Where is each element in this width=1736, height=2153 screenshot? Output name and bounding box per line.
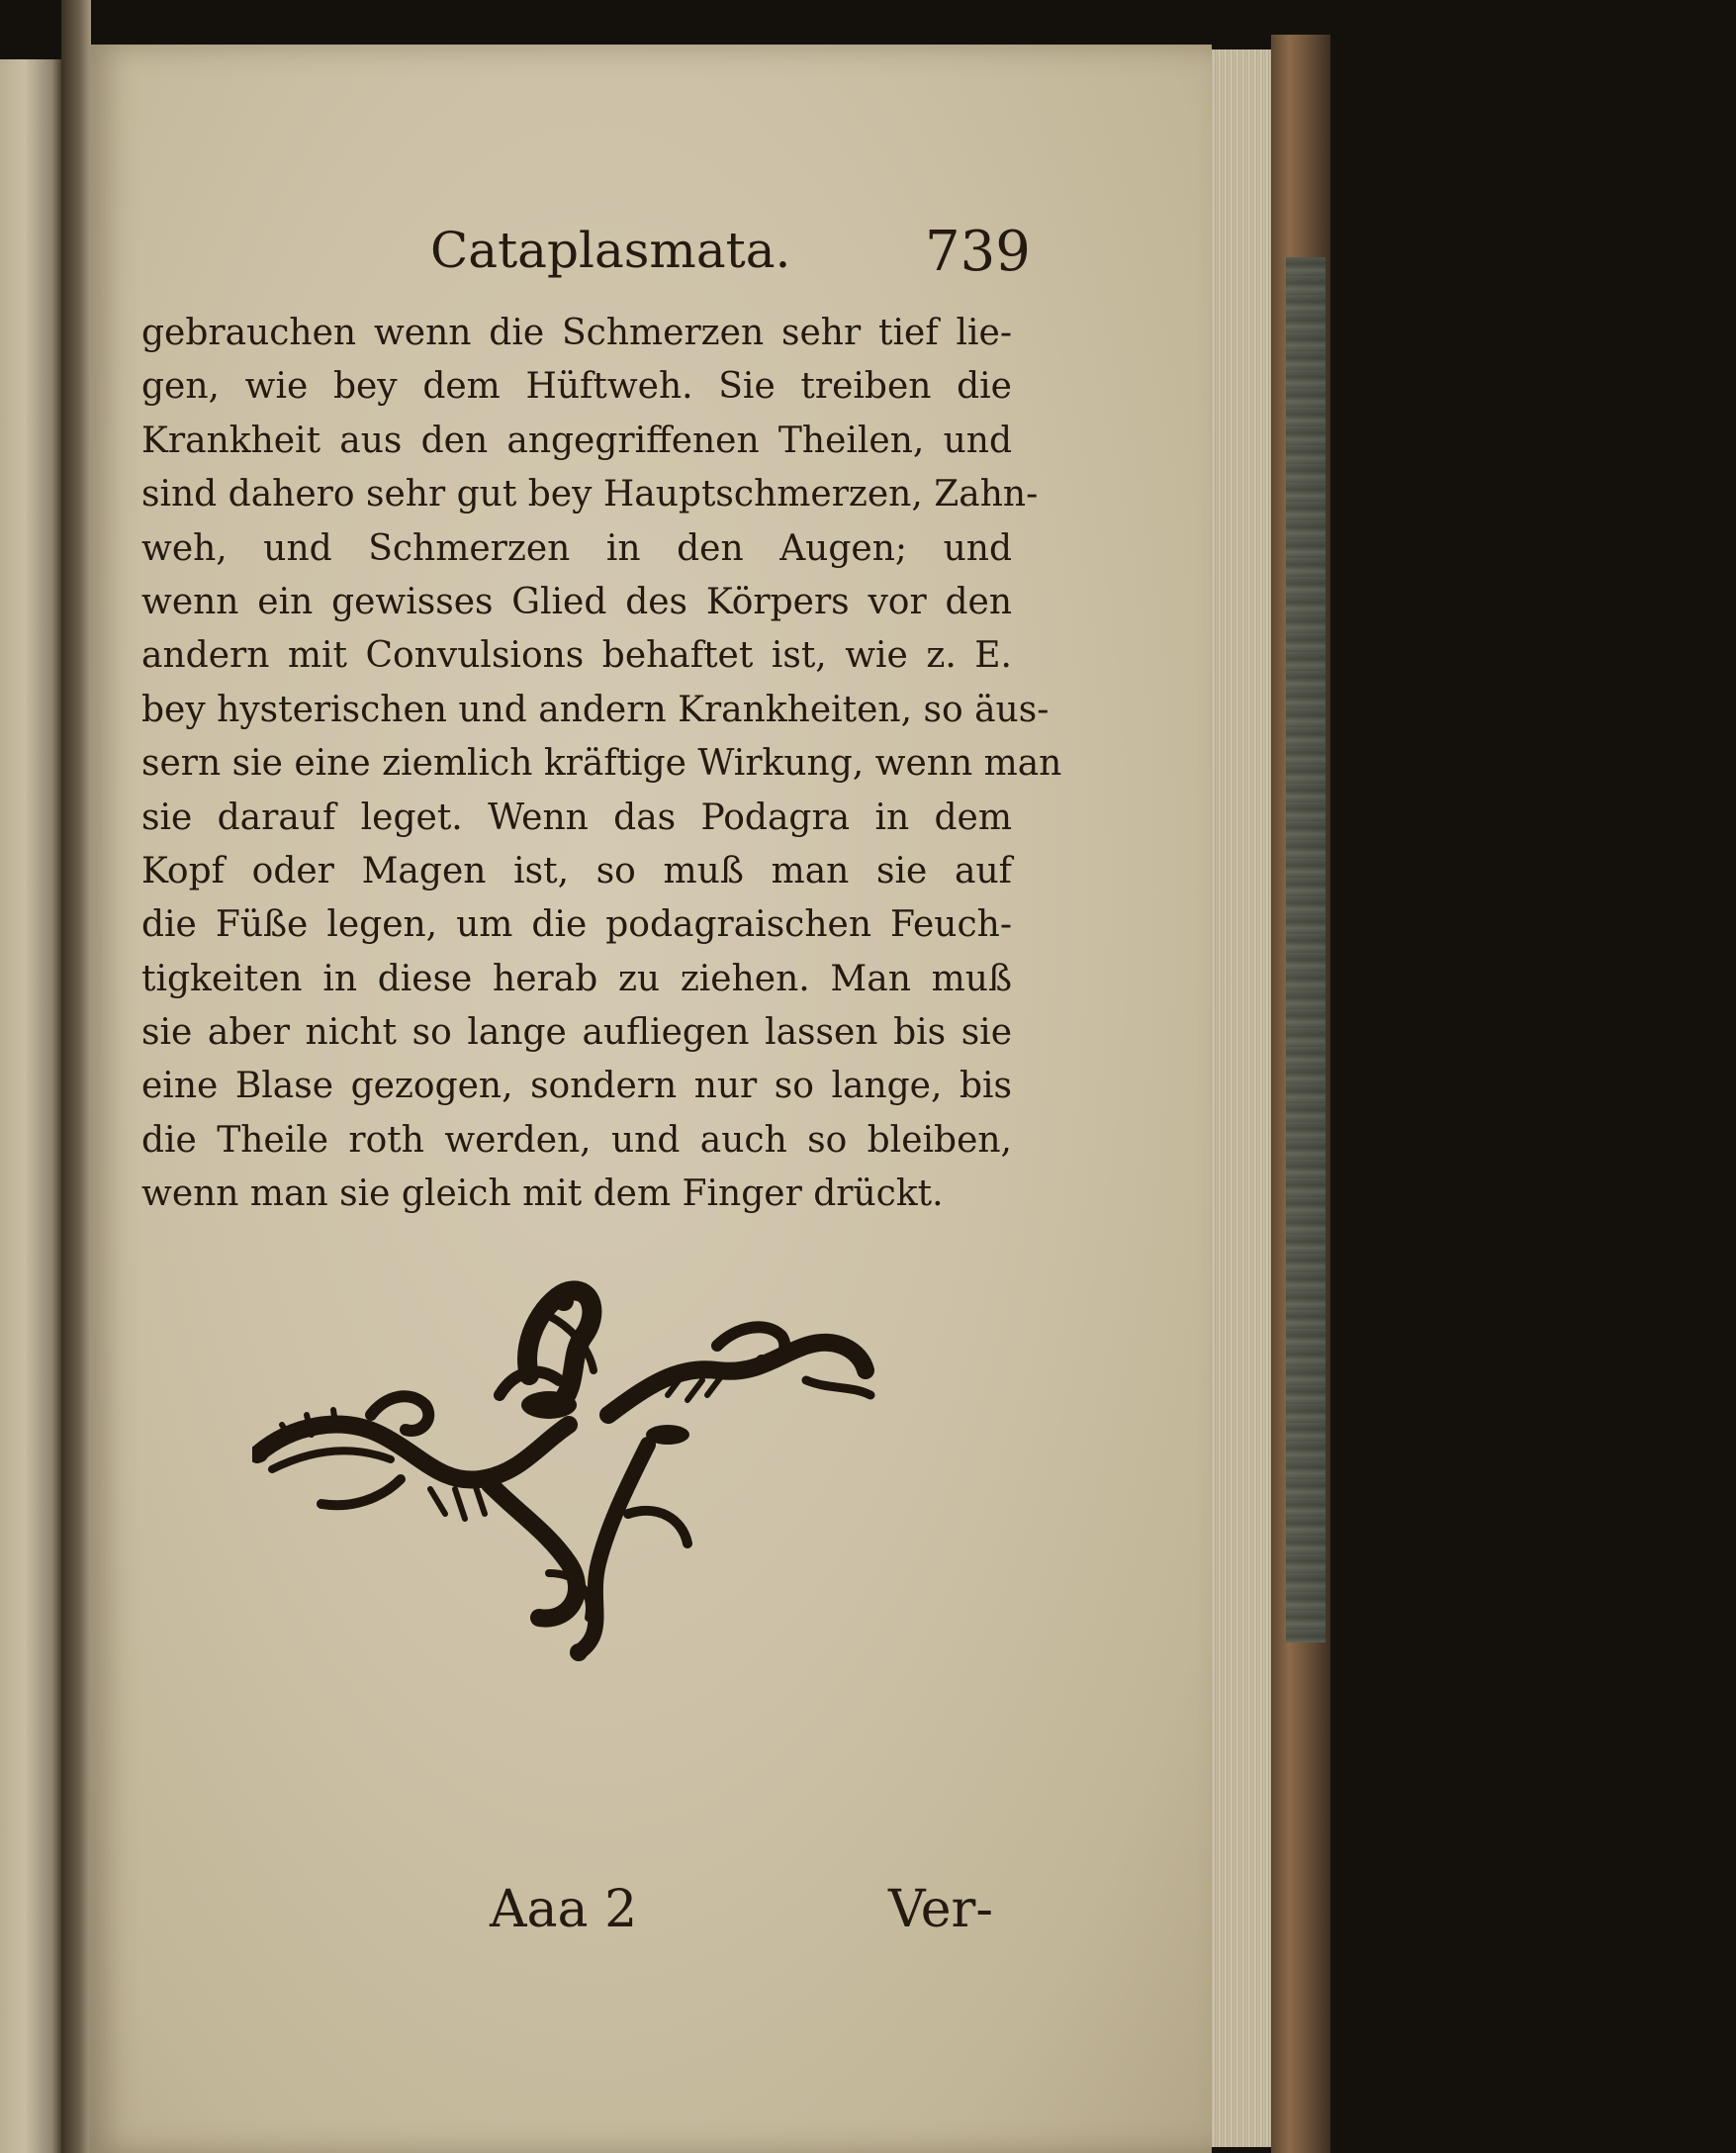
text-line: die Theile roth werden, und auch so bleiben, [141,1119,1012,1161]
text-line: sind dahero sehr gut bey Hauptschmerzen, Zahn- [141,474,1039,515]
text-line: weh, und Schmerzen in den Augen; und [141,527,1012,569]
text-line: sern sie eine ziemlich kräftige Wirkung, wenn man [141,743,1062,785]
text-line: andern mit Convulsions behaftet ist, wie z. E. [141,635,1012,677]
text-line: gebrauchen wenn die Schmerzen sehr tief lie- [141,313,1012,353]
text-line: die Füße legen, um die podagraischen Feuch- [141,904,1012,946]
text-line: tigkeiten in diese herab zu ziehen. Man muß [141,958,1012,999]
rococo-vignette-icon [252,1276,885,1662]
catchword: Ver- [888,1880,993,1939]
text-line: wenn ein gewisses Glied des Körpers vor den [141,581,1012,622]
text-line: gen, wie bey dem Hüftweh. Sie treiben die [141,366,1012,408]
text-line: bey hysterischen und andern Krankheiten, so äus- [141,689,1050,730]
text-line: eine Blase gezogen, sondern nur so lange, bis [141,1066,1012,1107]
book-gutter [61,0,91,2153]
cover-marbling [1286,257,1325,1642]
facing-page-edge [0,59,61,2153]
text-line: Krankheit aus den angegriffenen Theilen, und [141,420,1012,461]
signature-mark: Aaa 2 [490,1880,638,1939]
text-line: wenn man sie gleich mit dem Finger drückt. [141,1173,944,1215]
running-head: Cataplasmata. [430,222,791,279]
text-line: Kopf oder Magen ist, so muß man sie auf [141,850,1012,891]
body-text [141,307,1062,1222]
text-line: sie darauf leget. Wenn das Podagra in dem [141,796,1012,838]
page-number: 739 [925,220,1031,284]
text-line: sie aber nicht so lange aufliegen lassen bis sie [141,1012,1012,1054]
